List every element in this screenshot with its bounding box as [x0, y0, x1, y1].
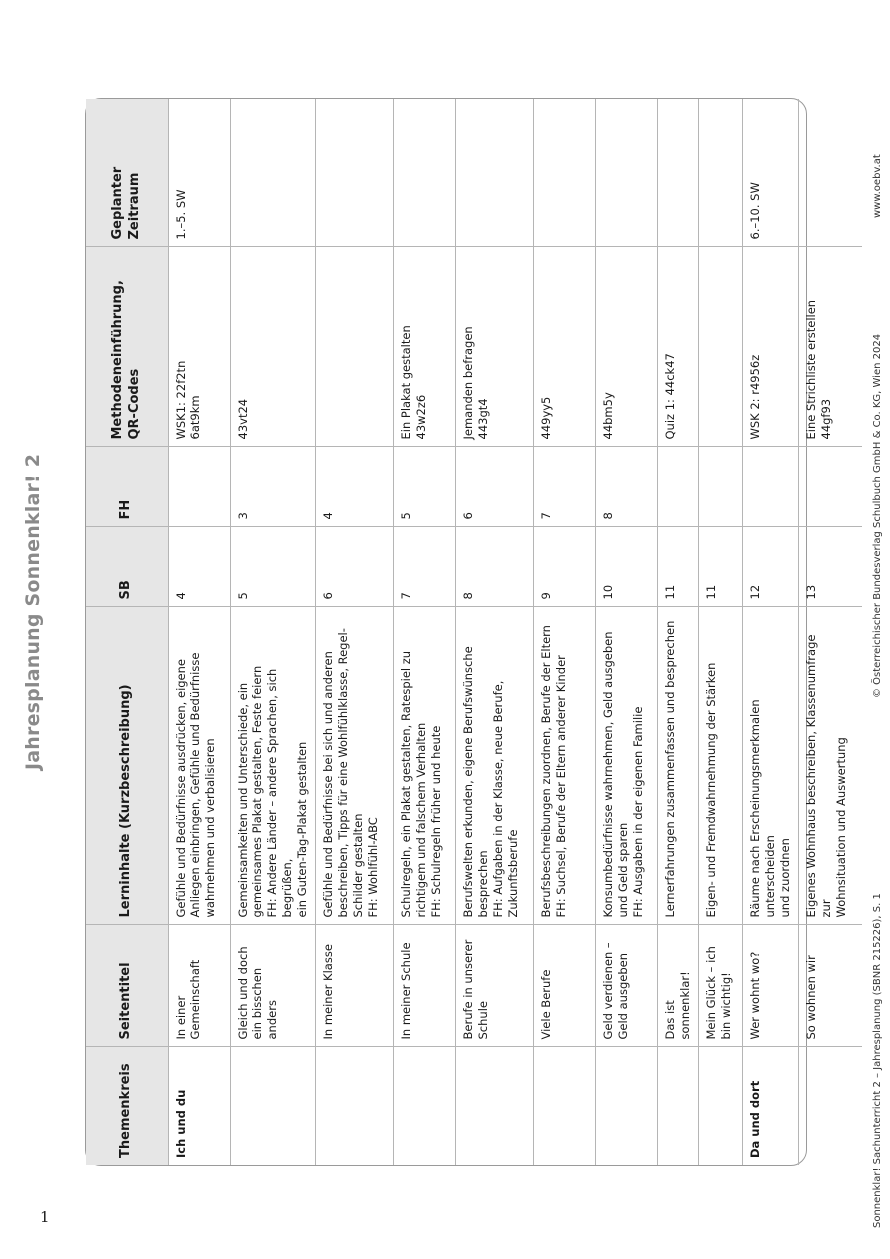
cell-methoden-line: 443gt4: [476, 398, 491, 440]
cell-zeitraum: [394, 99, 456, 247]
table-row: [699, 99, 743, 1165]
cell-fh: 6: [456, 447, 534, 527]
cell-lerninhalte-line: und zuordnen: [777, 838, 792, 918]
cell-lerninhalte-line: Gefühle und Bedürfnisse ausdrücken, eigene: [173, 659, 188, 918]
table-row: [456, 99, 534, 1165]
cell-methoden-line: Jemanden befragen: [461, 326, 476, 440]
cell-themenkreis: [456, 1047, 534, 1165]
cell-methoden: [743, 247, 799, 447]
cell-lerninhalte-line: FH: Suchsel, Berufe der Eltern anderer Kinder: [554, 655, 569, 918]
cell-themenkreis: [230, 1047, 316, 1165]
cell-methoden-line: 43vt24: [235, 398, 250, 440]
cell-lerninhalte-line: wahrnehmen und verbalisieren: [203, 738, 218, 918]
header-methoden: Methodeneinführung, QR-Codes: [86, 247, 168, 447]
cell-methoden-line: Ein Plakat gestalten: [399, 325, 414, 440]
footer-left: Sonnenklar! Sachunterricht 2 – Jahresplanung (SBNR 215226), S. 1: [872, 893, 883, 1228]
cell-zeitraum: [316, 99, 394, 247]
cell-sb: 7: [394, 527, 456, 607]
cell-zeitraum: [596, 99, 658, 247]
cell-lerninhalte-line: Zukunftsberufe: [506, 829, 520, 918]
cell-lerninhalte: [168, 607, 230, 925]
header-seitentitel: Seitentitel: [86, 925, 168, 1047]
cell-methoden-line: WSK1: 22f2tn: [173, 360, 188, 440]
table-row: [596, 99, 658, 1165]
cell-lerninhalte-line: Eigen- und Fremdwahrnehmung der Stärken: [704, 662, 719, 918]
cell-seitentitel: Wer wohnt wo?: [743, 925, 799, 1047]
cell-lerninhalte-line: FH: Aufgaben in der Klasse, neue Berufe,: [491, 680, 506, 918]
cell-methoden: [596, 247, 658, 447]
cell-lerninhalte: [316, 607, 394, 925]
cell-zeitraum: [658, 99, 699, 247]
cell-seitentitel: Das ist sonnenklar!: [658, 925, 699, 1047]
cell-lerninhalte: [743, 607, 799, 925]
cell-themenkreis: [596, 1047, 658, 1165]
cell-sb: 6: [316, 527, 394, 607]
table-row: [168, 99, 230, 1165]
cell-fh: 4: [316, 447, 394, 527]
cell-seitentitel: In einer Gemeinschaft: [168, 925, 230, 1047]
footer-center: © Österreichischer Bundesverlag Schulbuch GmbH & Co. KG, Wien 2024: [872, 333, 883, 698]
cell-lerninhalte-line: richtigem und falschem Verhalten: [414, 722, 429, 918]
cell-fh: [658, 447, 699, 527]
cell-lerninhalte-line: FH: Ausgaben in der eigenen Familie: [631, 706, 646, 918]
cell-lerninhalte-line: Schulregeln, ein Plakat gestalten, Ratespiel zu: [399, 650, 414, 918]
cell-methoden-line: 44bm5y: [601, 392, 616, 440]
cell-lerninhalte-line: FH: Andere Länder – andere Sprachen, sich begrüßen,: [265, 668, 295, 918]
cell-zeitraum: 1.–5. SW: [168, 99, 230, 247]
cell-lerninhalte-line: Eigenes Wohnhaus beschreiben, Klassenumfrage zur: [803, 634, 833, 918]
cell-methoden-line: 43w2z6: [414, 394, 429, 440]
cell-methoden: [658, 247, 699, 447]
cell-sb: 5: [230, 527, 316, 607]
cell-lerninhalte: [596, 607, 658, 925]
cell-lerninhalte-line: Gefühle und Bedürfnisse bei sich und anderen: [321, 651, 336, 918]
cell-lerninhalte-line: besprechen: [476, 850, 491, 918]
cell-lerninhalte: [456, 607, 534, 925]
cell-fh: 8: [596, 447, 658, 527]
cell-fh: 3: [230, 447, 316, 527]
cell-sb: 9: [534, 527, 596, 607]
cell-fh: [743, 447, 799, 527]
cell-lerninhalte: [394, 607, 456, 925]
cell-fh: [699, 447, 743, 527]
cell-fh: [798, 447, 862, 527]
cell-methoden-line: Quiz 1: 44ck47: [663, 353, 678, 440]
cell-methoden: [230, 247, 316, 447]
cell-seitentitel: In meiner Schule: [394, 925, 456, 1047]
cell-themenkreis: [534, 1047, 596, 1165]
cell-methoden: [394, 247, 456, 447]
cell-sb: 8: [456, 527, 534, 607]
header-sb: SB: [86, 527, 168, 607]
cell-sb: 10: [596, 527, 658, 607]
cell-lerninhalte-line: Anliegen einbringen, Gefühle und Bedürfnisse: [188, 652, 203, 918]
cell-lerninhalte-line: FH: Schulregeln früher und heute: [429, 725, 444, 918]
cell-methoden-line: 449yy5: [539, 396, 554, 440]
cell-lerninhalte-line: gemeinsames Plakat gestalten, Feste feiern: [250, 665, 265, 918]
planning-table-frame: [85, 98, 848, 1166]
cell-seitentitel: Geld verdienen – Geld ausgeben: [596, 925, 658, 1047]
cell-themenkreis: [798, 1047, 862, 1165]
cell-zeitraum: [699, 99, 743, 247]
cell-lerninhalte: [699, 607, 743, 925]
table-row: [534, 99, 596, 1165]
cell-methoden: [534, 247, 596, 447]
cell-sb: 11: [699, 527, 743, 607]
cell-seitentitel: Viele Berufe: [534, 925, 596, 1047]
header-fh: FH: [86, 447, 168, 527]
footer-right[interactable]: [872, 154, 883, 218]
table-row: [230, 99, 316, 1165]
cell-seitentitel: Mein Glück – ich bin wichtig!: [699, 925, 743, 1047]
table-body: [168, 99, 862, 1165]
cell-lerninhalte: [534, 607, 596, 925]
table-row: [394, 99, 456, 1165]
cell-methoden: [316, 247, 394, 447]
cell-lerninhalte-line: Lernerfahrungen zusammenfassen und besprechen: [663, 620, 678, 918]
cell-zeitraum: [230, 99, 316, 247]
cell-methoden-line: Eine Strichliste erstellen: [803, 299, 818, 440]
table-row: [798, 99, 862, 1165]
footer-url-link[interactable]: www.oebv.at: [872, 154, 883, 218]
cell-methoden: [168, 247, 230, 447]
header-zeitraum: Geplanter Zeitraum: [86, 99, 168, 247]
cell-lerninhalte-line: Räume nach Erscheinungsmerkmalen unterscheiden: [748, 699, 777, 918]
cell-lerninhalte-line: Berufsbeschreibungen zuordnen, Berufe der Eltern: [539, 625, 554, 918]
cell-methoden-line: WSK 2: r4956z: [748, 354, 763, 440]
cell-seitentitel: In meiner Klasse: [316, 925, 394, 1047]
cell-zeitraum: 6.–10. SW: [743, 99, 799, 247]
header-lerninhalte: Lerninhalte (Kurzbeschreibung): [86, 607, 168, 925]
cell-lerninhalte-line: FH: Wohlfühl-ABC: [366, 817, 380, 918]
cell-seitentitel: Gleich und doch ein bisschen anders: [230, 925, 316, 1047]
cell-sb: 11: [658, 527, 699, 607]
table-header-row: [86, 99, 168, 1165]
cell-fh: 7: [534, 447, 596, 527]
cell-themenkreis: [658, 1047, 699, 1165]
cell-lerninhalte-line: und Geld sparen: [616, 822, 631, 918]
cell-lerninhalte-line: beschreiben, Tipps für eine Wohlfühlklasse, Regel-: [336, 628, 351, 918]
cell-methoden: [798, 247, 862, 447]
cell-sb: 4: [168, 527, 230, 607]
cell-sb: 12: [743, 527, 799, 607]
cell-methoden-line: 44gf93: [818, 398, 833, 440]
cell-fh: [168, 447, 230, 527]
cell-seitentitel: Berufe in unserer Schule: [456, 925, 534, 1047]
cell-sb: 13: [798, 527, 862, 607]
cell-themenkreis: [316, 1047, 394, 1165]
cell-lerninhalte-line: Schilder gestalten: [351, 813, 366, 918]
cell-zeitraum: [798, 99, 862, 247]
cell-methoden-line: 6at9km: [188, 395, 203, 440]
table-row: [743, 99, 799, 1165]
page-number: 1: [40, 1208, 50, 1226]
cell-methoden: [456, 247, 534, 447]
cell-themenkreis: Da und dort: [743, 1047, 799, 1165]
cell-lerninhalte-line: ein Guten-Tag-Plakat gestalten: [295, 741, 310, 918]
cell-lerninhalte-line: Konsumbedürfnisse wahrnehmen, Geld ausgeben: [601, 631, 616, 918]
cell-themenkreis: [394, 1047, 456, 1165]
cell-lerninhalte: [658, 607, 699, 925]
header-themenkreis: Themenkreis: [86, 1047, 168, 1165]
planning-table: [86, 99, 862, 1165]
cell-lerninhalte-line: Berufswelten erkunden, eigene Berufswünsche: [461, 646, 476, 918]
cell-lerninhalte-line: Wohnsituation und Auswertung: [833, 737, 848, 918]
cell-zeitraum: [534, 99, 596, 247]
cell-themenkreis: [699, 1047, 743, 1165]
cell-lerninhalte: [230, 607, 316, 925]
cell-seitentitel: So wohnen wir: [798, 925, 862, 1047]
cell-methoden: [699, 247, 743, 447]
cell-themenkreis: Ich und du: [168, 1047, 230, 1165]
cell-fh: 5: [394, 447, 456, 527]
table-row: [658, 99, 699, 1165]
document-title: Jahresplanung Sonnenklar! 2: [22, 453, 44, 770]
cell-lerninhalte: [798, 607, 862, 925]
cell-lerninhalte-line: Gemeinsamkeiten und Unterschiede, ein: [235, 682, 250, 918]
table-row: [316, 99, 394, 1165]
cell-zeitraum: [456, 99, 534, 247]
